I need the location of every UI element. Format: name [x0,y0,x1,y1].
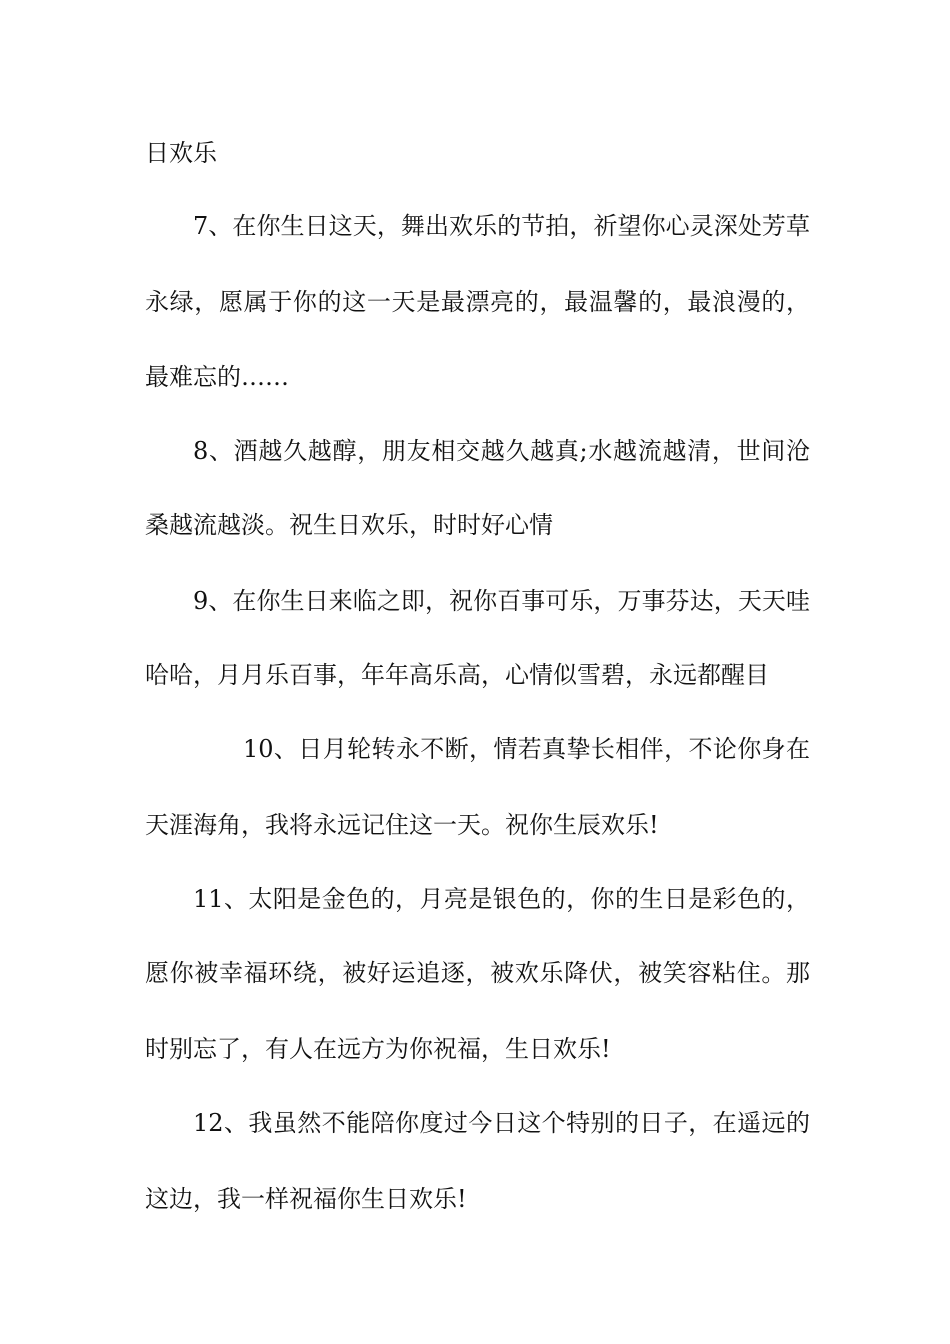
text-line: 最难忘的…… [145,363,289,391]
text-line: 12、我虽然不能陪你度过今日这个特别的日子，在遥远的 [193,1109,810,1137]
text-line: 7、在你生日这天，舞出欢乐的节拍，祈望你心灵深处芳草 [193,212,810,240]
text-line: 11、太阳是金色的，月亮是银色的，你的生日是彩色的， [193,885,810,913]
text-line: 10、日月轮转永不断，情若真挚长相伴，不论你身在 [243,735,810,763]
text-line: 日欢乐 [145,139,217,167]
text-line: 时别忘了，有人在远方为你祝福，生日欢乐! [145,1035,611,1063]
text-line: 永绿，愿属于你的这一天是最漂亮的，最温馨的，最浪漫的， [145,288,810,316]
text-line: 天涯海角，我将永远记住这一天。祝你生辰欢乐! [145,811,659,839]
text-line: 桑越流越淡。祝生日欢乐，时时好心情 [145,511,553,539]
text-line: 这边，我一样祝福你生日欢乐! [145,1185,467,1213]
text-line: 愿你被幸福环绕，被好运追逐，被欢乐降伏，被笑容粘住。那 [145,959,810,987]
text-line: 8、酒越久越醇，朋友相交越久越真;水越流越清，世间沧 [193,437,810,465]
text-line: 9、在你生日来临之即，祝你百事可乐，万事芬达，天天哇 [193,587,810,615]
text-line: 哈哈，月月乐百事，年年高乐高，心情似雪碧，永远都醒目 [145,661,769,689]
